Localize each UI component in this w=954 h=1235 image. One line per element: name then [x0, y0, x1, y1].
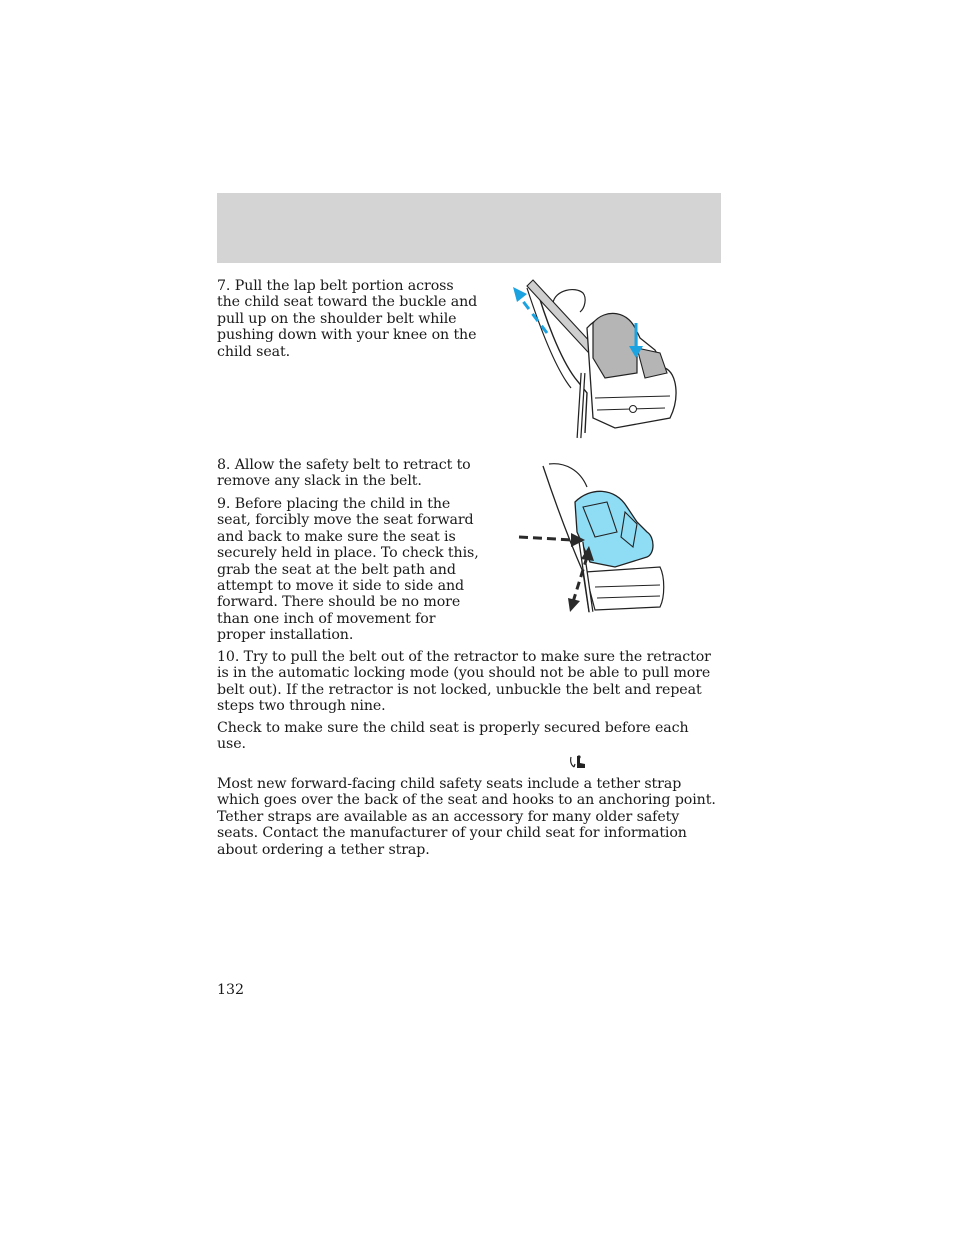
tether-text [217, 776, 721, 858]
step-10-text [217, 649, 721, 715]
step-8-paragraph: 8. Allow the safety belt to retract to remove any slack in the belt. [217, 457, 471, 490]
seat-movement-check-illustration [515, 462, 675, 620]
section-header-band [217, 193, 721, 263]
check-note-paragraph: Check to make sure the child seat is properly secured before each use. [217, 720, 689, 753]
step-9-paragraph: 9. Before placing the child in the seat, forcibly move the seat forward and back to make sure the seat is securely held in place. To check this, grab the seat at the belt path and attempt to move it side to side and forward. There should be no more than one inch of movement for proper installation. [217, 496, 479, 644]
tether-anchor-icon [569, 754, 587, 769]
tether-paragraph: Most new forward-facing child safety seats include a tether strap which goes over the back of the seat and hooks to an anchoring point. Tether straps are available as an accessory for many older safety seats. Contact the manufacturer of your child seat for information about ordering a tether strap. [217, 776, 716, 858]
step-9-text [217, 496, 479, 644]
belt-tightening-illustration [505, 278, 685, 443]
step-7-paragraph: 7. Pull the lap belt portion across the child seat toward the buckle and pull up on the shoulder belt while pushing down with your knee on the child seat. [217, 278, 478, 360]
page-number: 132 [217, 982, 245, 998]
step-8-text [217, 457, 479, 490]
step-7-text [217, 278, 479, 360]
step-10-paragraph: 10. Try to pull the belt out of the retractor to make sure the retractor is in the automatic locking mode (you should not be able to pull more belt out). If the retractor is not locked, unbuckle the belt and repeat steps two through nine. [217, 649, 711, 715]
check-note [217, 720, 721, 753]
